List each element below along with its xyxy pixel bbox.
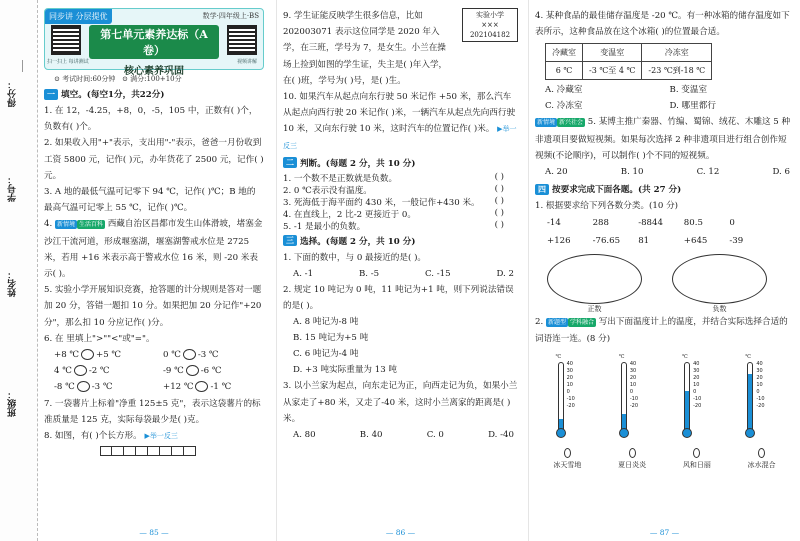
exam-meta: ⊙ 考试时间:60分钟 ⊙ 满分:100+10分 <box>54 75 182 83</box>
mercury-level <box>685 391 689 431</box>
score-label: 得分： <box>8 80 18 107</box>
number-list <box>535 214 775 250</box>
option[interactable]: D. 6 <box>772 167 790 178</box>
section-tasks <box>535 183 794 195</box>
thermometer-scale <box>567 361 575 410</box>
table-header: 冷藏室 <box>546 44 583 62</box>
fridge-table <box>545 43 712 80</box>
scale-tick: -10 <box>629 395 639 402</box>
scale-tick: -20 <box>756 402 765 409</box>
option[interactable]: A. 80 <box>293 430 316 441</box>
celsius-unit: ℃ <box>682 353 688 360</box>
option[interactable]: B. 变温室 <box>669 85 708 96</box>
task-1: 1. 根据要求给下列各数分类。(10 分) <box>535 201 679 212</box>
q4-prefix: 4. <box>44 219 53 230</box>
binding-gutter <box>0 0 38 541</box>
judge-item <box>283 208 518 220</box>
classification-ovals <box>535 254 794 304</box>
judge-text: 4. 在直线上，2 比-2 更接近于 0。 <box>283 209 416 220</box>
thermometer-tube <box>747 362 753 432</box>
thermometer-tube <box>621 362 627 432</box>
cmp-right: -3 ℃ <box>91 382 113 393</box>
question-8 <box>44 428 264 444</box>
match-dot[interactable] <box>564 448 571 458</box>
option[interactable]: D. +3 吨实际重量为 13 吨 <box>293 365 398 376</box>
thermometer <box>542 354 592 444</box>
answer-blank[interactable]: ( ) <box>494 183 504 194</box>
choice-2: 2. 规定 10 吨记为 0 吨，11 吨记为+1 吨，则下列说法错误的是( )。 <box>283 285 514 312</box>
option[interactable]: A. 20 <box>545 167 568 178</box>
negative-label: 负数 <box>712 305 727 314</box>
option[interactable]: C. -15 <box>424 269 451 280</box>
question-2: 2. 如果收入用"+"表示，支出用"-"表示，爸爸一月份收到工资 5800 元，记作( )元，办年货花了 2500 元，记作( )元。 <box>44 138 264 181</box>
page-number: — 86 — <box>385 528 416 537</box>
qr-right-label: 视频讲解 <box>236 59 257 65</box>
scale-tick: 10 <box>756 381 763 388</box>
new-context-badge: 新情境 <box>56 221 75 229</box>
option[interactable]: A. 8 吨记为-8 吨 <box>293 317 359 328</box>
card-school: 实验小学 <box>476 11 504 19</box>
section-title: 判断。(每题 2 分，共 10 分) <box>300 158 416 169</box>
answer-blank[interactable]: ( ) <box>494 219 504 230</box>
choice-3: 3. 以小兰家为起点，向东走记为正，向西走记为负，如果小兰从家走了+80 米，又走了-40 米，这时小兰离家的距离是( )米。 <box>283 381 518 424</box>
word: 夏日炎炎 <box>618 460 647 469</box>
rectangle-figure <box>100 446 196 456</box>
word: 冰水混合 <box>747 460 776 469</box>
number-item: 81 <box>638 236 650 247</box>
card-number: 202104182 <box>469 31 511 39</box>
compare-blank[interactable] <box>81 349 94 360</box>
qr-code-left[interactable] <box>51 25 81 55</box>
option[interactable]: C. 0 <box>426 430 444 441</box>
mercury-level <box>748 374 752 431</box>
question-6: 6. 在 里填上">""<"或"="。 <box>44 333 155 344</box>
number-item: -14 <box>547 218 561 229</box>
compare-blank[interactable] <box>77 381 90 392</box>
scale-tick: 10 <box>693 381 700 388</box>
thermometer <box>668 354 718 444</box>
cmp-left: -9 ℃ <box>163 366 184 377</box>
thermometers <box>535 354 794 444</box>
student-id-card <box>462 8 518 42</box>
scale-tick: -20 <box>693 402 702 409</box>
section-title: 选择。(每题 2 分，共 10 分) <box>300 236 416 247</box>
section-fill-in <box>44 88 264 100</box>
q4-text: 西藏自治区昌都市发生山体滑坡，堵塞金沙江干流河道，形成堰塞湖，堰塞湖警戒水位是 2725 米，若用 +16 米表示高于警戒水位 16 米，则 -20 米表示( )。 <box>44 219 263 280</box>
page-86 <box>276 0 524 541</box>
scale-tick: 0 <box>566 388 570 395</box>
qr-left-label: 扫一扫上 每讲测试 <box>47 59 89 65</box>
thermometer-tube <box>684 362 690 432</box>
word: 风和日丽 <box>682 460 711 469</box>
question-5: 5. 实验小学开展知识竞赛，抢答题的计分规则是答对一题加 20 分，答错一题扣 10 分。如果把加 20 分记作"+20 分"，那么扣 10 分应记作( )分。 <box>44 285 262 328</box>
q10-text: 10. 如果汽车从起点向东行驶 50 米记作 +50 米，那么汽车从起点向西行驶 20 米记作( )米，一辆汽车从起点先向西行驶 10 米，又向东行驶 10 米，这时汽车的位置记作( )米。 <box>283 92 516 135</box>
cmp-left: 0 ℃ <box>163 350 181 361</box>
thermometer-scale <box>630 361 638 410</box>
number-item: +645 <box>683 236 708 247</box>
celsius-unit: ℃ <box>555 353 562 360</box>
cmp-left: +12 ℃ <box>163 382 194 393</box>
option[interactable]: B. 40 <box>359 430 383 441</box>
scale-tick: 20 <box>756 374 763 381</box>
option[interactable]: B. -5 <box>358 269 380 280</box>
section-num: 二 <box>283 157 297 168</box>
judge-item <box>283 220 518 232</box>
match-dots <box>535 448 794 458</box>
question-9: 9. 学生证能反映学生很多信息，比如 202003071 表示这位同学是 2020 年入学，在三班，学号为 7，是女生。小兰在操场上捡到如图的学生证，失主是( )年入学，在( )班，学号为( )号，是( )生。 <box>283 11 448 86</box>
qr-code-right[interactable] <box>227 25 257 55</box>
scale-tick: 30 <box>629 367 637 374</box>
cmp-right: -2 ℃ <box>88 366 110 377</box>
match-dot[interactable] <box>629 448 636 458</box>
scale-tick: 0 <box>693 388 697 395</box>
exam-score: 满分:100+10分 <box>130 75 182 83</box>
section-title: 按要求完成下面各题。(共 27 分) <box>552 185 682 196</box>
question-4-options <box>535 82 794 114</box>
judge-text: 2. 0 ℃表示没有温度。 <box>283 185 372 196</box>
page-85 <box>38 0 270 541</box>
unit-header <box>44 8 264 77</box>
scale-tick: 10 <box>629 381 637 388</box>
compare-blank[interactable] <box>74 365 87 376</box>
section-judge <box>283 157 518 169</box>
scale-tick: 30 <box>693 367 700 374</box>
page-number: — 87 — <box>649 528 680 537</box>
number-item: -39 <box>729 236 744 247</box>
section-num: 一 <box>44 89 58 100</box>
weather-words <box>535 460 794 470</box>
scale-tick: 40 <box>566 360 573 367</box>
table-cell: -23 ℃到-18 ℃ <box>642 62 712 80</box>
table-header: 变温室 <box>583 44 642 62</box>
compare-blank[interactable] <box>186 365 199 376</box>
positive-label: 正数 <box>587 305 602 314</box>
option[interactable]: D. -40 <box>488 430 514 441</box>
student-no-label: 学号： <box>8 175 18 202</box>
option[interactable]: C. 6 吨记为-4 吨 <box>293 349 359 360</box>
compare-blank[interactable] <box>195 381 208 392</box>
q8-text: 8. 如图，有( )个长方形。 <box>44 431 142 442</box>
scale-tick: -10 <box>566 395 575 402</box>
number-item: -8844 <box>638 218 663 229</box>
match-dot[interactable] <box>758 448 765 458</box>
task-2: 2. 新题型 学科融合 写出下面温度计上的温度，并结合实际选择合适的词语连一连。(8 分) <box>535 317 788 345</box>
option[interactable]: A. -1 <box>293 269 314 280</box>
scale-tick: 30 <box>756 367 763 374</box>
judge-item <box>283 196 518 208</box>
cmp-left: -8 ℃ <box>54 382 75 393</box>
option[interactable]: D. 2 <box>496 269 514 280</box>
number-item: 80.5 <box>683 218 703 229</box>
page-87 <box>528 0 800 541</box>
question-5-options <box>535 164 794 180</box>
card-name: ××× <box>481 21 499 29</box>
thermometer-bulb <box>745 428 755 438</box>
number-item: +126 <box>547 236 571 247</box>
thermometer-bulb <box>682 428 692 438</box>
thermometer-tube <box>558 362 564 432</box>
life-badge: 生活百科 <box>78 221 103 229</box>
choice-2-options <box>283 314 518 378</box>
cmp-right: -1 ℃ <box>210 382 232 393</box>
thermometer <box>605 354 655 444</box>
question-1: 1. 在 12，-4.25，+8，0，-5，105 中，正数有( )个，负数有( )个。 <box>44 106 258 133</box>
name-label: 姓名： <box>8 270 18 297</box>
celsius-unit: ℃ <box>745 353 751 360</box>
judge-text: 1. 一个数不是正数就是负数。 <box>283 173 398 184</box>
thermometer-scale <box>693 361 701 410</box>
table-cell: -3 ℃至 4 ℃ <box>583 62 642 80</box>
scale-tick: 10 <box>566 381 573 388</box>
choice-3-options <box>283 427 518 443</box>
answer-blank[interactable]: ( ) <box>494 207 504 218</box>
scale-tick: 20 <box>566 374 573 381</box>
answer-blank[interactable]: ( ) <box>494 195 504 206</box>
option[interactable]: D. 哪里都行 <box>669 101 716 112</box>
question-5-heritage <box>535 114 794 164</box>
cmp-right: -3 ℃ <box>197 350 219 361</box>
thermometer-bulb <box>556 428 566 438</box>
option[interactable]: B. 15 吨记为+5 吨 <box>293 333 369 344</box>
compare-grid <box>44 347 264 396</box>
number-item: 288 <box>592 218 609 229</box>
scale-tick: 0 <box>629 388 634 395</box>
integration-badge: 学科融合 <box>569 319 594 327</box>
compare-blank[interactable] <box>183 349 196 360</box>
option[interactable]: C. 12 <box>696 167 720 178</box>
section-num: 四 <box>535 184 549 195</box>
exam-time: 考试时间:60分钟 <box>62 75 116 83</box>
scale-tick: -10 <box>693 395 702 402</box>
question-10 <box>283 89 518 154</box>
number-item: 0 <box>729 218 735 229</box>
scale-tick: 20 <box>629 374 637 381</box>
practice-link[interactable]: ▶举一反三 <box>144 432 178 441</box>
new-context-badge: 新情境 <box>537 119 556 127</box>
choice-1: 1. 下面的数中，与 0 最接近的是( )。 <box>283 252 427 263</box>
question-7: 7. 一袋薯片上标着"净重 125±5 克"，表示这袋薯片的标准质量是 125 克，实际每袋最少是( )克。 <box>44 398 261 425</box>
scale-tick: 20 <box>693 374 700 381</box>
cmp-right: -6 ℃ <box>200 366 222 377</box>
page-number: — 85 — <box>139 528 169 537</box>
word: 冰天雪地 <box>553 460 582 469</box>
section-title: 填空。(每空1分，共22分) <box>61 90 165 100</box>
test-title: 第七单元素养达标（A卷） <box>89 25 219 59</box>
practice-link[interactable]: ▶举一反三 <box>283 125 517 150</box>
society-badge: 新兴社会 <box>559 119 584 127</box>
table-cell: 6 ℃ <box>546 62 583 80</box>
section-num: 三 <box>283 235 297 246</box>
judge-text: 3. 死海低于海平面约 430 米，一般记作+430 米。 <box>283 197 480 208</box>
class-label: 班级： <box>8 390 18 417</box>
thermometer-bulb <box>619 428 629 438</box>
question-4 <box>44 216 264 282</box>
judge-text: 5. -1 是最小的负数。 <box>283 221 366 232</box>
scale-tick: 30 <box>566 367 573 374</box>
thermometer-scale <box>756 361 764 410</box>
answer-blank[interactable]: ( ) <box>494 171 504 182</box>
section-choice <box>283 235 518 247</box>
option[interactable]: A. 冷藏室 <box>545 85 583 96</box>
grade-label: 数学·四年级上·BS <box>202 12 259 20</box>
oval-labels <box>535 304 794 314</box>
cmp-left: 4 ℃ <box>54 366 72 377</box>
scale-tick: 0 <box>756 388 760 395</box>
scale-tick: 40 <box>629 360 637 367</box>
table-header: 冷冻室 <box>642 44 712 62</box>
scale-tick: 40 <box>693 360 700 367</box>
cmp-left: +8 ℃ <box>54 350 80 361</box>
negative-oval[interactable] <box>672 254 767 304</box>
cmp-right: +5 ℃ <box>96 350 122 361</box>
number-item: -76.65 <box>592 236 621 247</box>
q5-text: 5. 某博主推广秦器、竹编、蜀锦、绒花、木雕这 5 种非遗项目要做短视频。如果每次选择 2 种非遗项目进行组合创作短视频(不论顺序)，可以制作( )个不同的短视频。 <box>535 117 791 161</box>
scale-tick: -20 <box>629 402 639 409</box>
thermometer <box>731 354 781 444</box>
question-3: 3. A 地的最低气温可记零下 94 ℃，记作( )℃；B 地的最高气温可记零上 55 ℃，记作( )℃。 <box>44 187 256 214</box>
match-dot[interactable] <box>693 448 700 458</box>
option[interactable]: C. 冷冻室 <box>545 101 583 112</box>
judge-item <box>283 172 518 184</box>
option[interactable]: B. 10 <box>620 167 644 178</box>
question-4-fridge: 4. 某种食品的最佳储存温度是 -20 ℃。有一种冰箱的储存温度如下表所示，这种食品放在这个冰箱( )的位置最合适。 <box>535 11 790 38</box>
test-subtitle: 核心素养巩固 <box>124 66 184 77</box>
task-2-text: 写出下面温度计上的温度，并结合实际选择合适的词语连一连。(8 分) <box>535 317 788 345</box>
series-tag: 同步讲 分层提优 <box>45 9 112 24</box>
choice-1-options <box>283 266 518 282</box>
scale-tick: 40 <box>756 360 763 367</box>
scale-tick: -20 <box>566 402 575 409</box>
judge-item <box>283 184 518 196</box>
celsius-unit: ℃ <box>618 353 625 360</box>
new-type-badge: 新题型 <box>547 319 566 327</box>
positive-oval[interactable] <box>547 254 642 304</box>
scale-tick: -10 <box>756 395 765 402</box>
